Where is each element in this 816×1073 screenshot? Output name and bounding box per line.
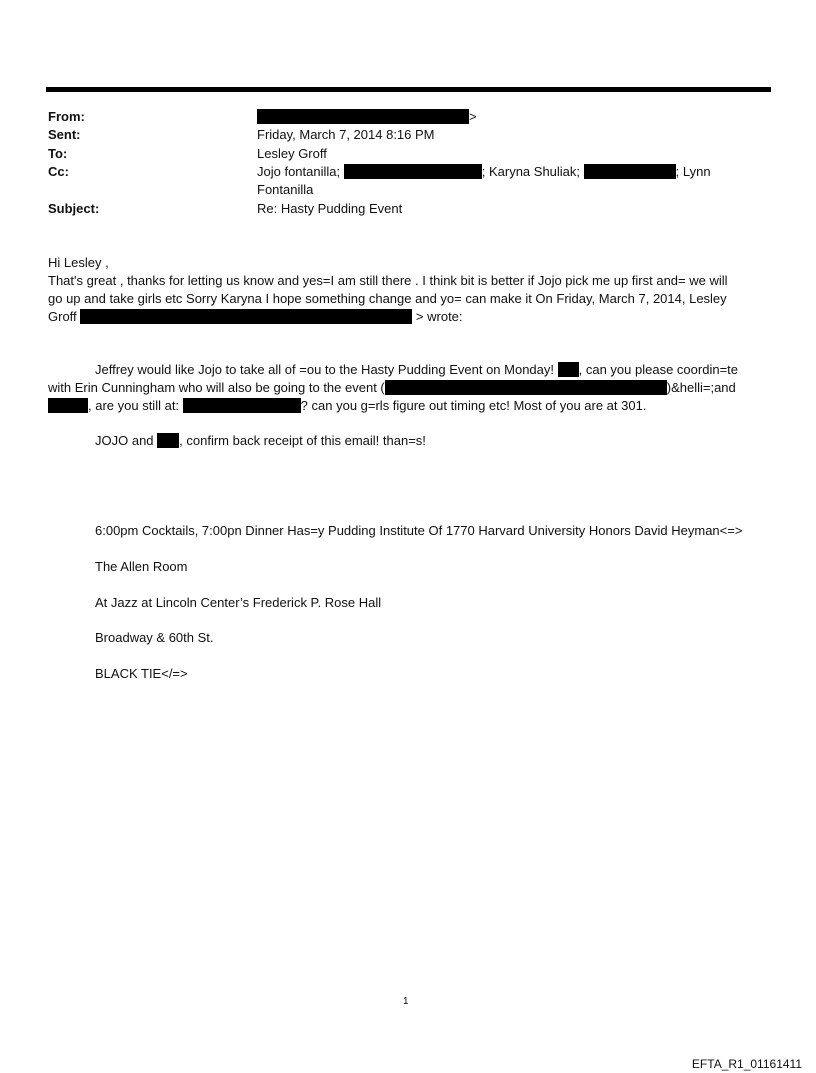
quoted-line-2 [48, 379, 736, 397]
redaction-box [257, 109, 469, 124]
quoted-text: Jeffrey would like Jojo to take all of =ou to the Hasty Pudding Event on Monday! [95, 362, 555, 377]
cc-label: Cc: [48, 164, 69, 179]
reply-line-3 [48, 308, 463, 326]
quoted-line-3 [48, 397, 646, 415]
redaction-box [558, 362, 579, 377]
sent-value: Friday, March 7, 2014 8:16 PM [257, 127, 435, 142]
from-suffix: > [469, 109, 477, 124]
page-number: 1 [403, 996, 409, 1007]
to-value: Lesley Groff [257, 146, 327, 161]
quoted-text: with Erin Cunningham who will also be going to the event ( [48, 380, 385, 395]
quoted-text: ? can you g=rls figure out timing etc! Most of you are at 301. [300, 398, 647, 413]
event-line-5: BLACK TIE</=> [95, 666, 188, 681]
redaction-box [385, 380, 667, 395]
header-rule [46, 87, 771, 92]
cc-part-1: Jojo fontanilla; [257, 164, 341, 179]
quoted-text: , are you still at: [88, 398, 180, 413]
redaction-box [344, 164, 482, 179]
subject-label: Subject: [48, 201, 100, 216]
event-line-3: At Jazz at Lincoln Center’s Frederick P. Rose Hall [95, 595, 382, 610]
to-label: To: [48, 146, 68, 161]
quoted-line-1 [95, 361, 738, 379]
sent-label: Sent: [48, 127, 81, 142]
redaction-box [80, 309, 412, 324]
document-id: EFTA_R1_01161411 [691, 1057, 802, 1071]
quoted-text: , can you please coordin=te [578, 362, 738, 377]
quoted-text: , confirm back receipt of this email! than=s! [179, 433, 426, 448]
redaction-box [48, 398, 88, 413]
from-label: From: [48, 109, 85, 124]
cc-value [257, 163, 711, 181]
cc-value-line2: Fontanilla [257, 182, 314, 197]
reply-greeting: Hi Lesley , [48, 255, 109, 270]
event-line-1: 6:00pm Cocktails, 7:00pn Dinner Has=y Pudding Institute Of 1770 Harvard University Honors David Heyman<=> [95, 523, 743, 538]
reply-line-3b: > wrote: [415, 309, 463, 324]
reply-line-2: go up and take girls etc Sorry Karyna I hope something change and yo= can make it On Friday, March 7, 2014, Lesley [48, 291, 727, 306]
event-line-4: Broadway & 60th St. [95, 630, 214, 645]
from-value [257, 108, 477, 126]
redaction-box [584, 164, 676, 179]
quoted-text: )&helli=;and [666, 380, 736, 395]
subject-value: Re: Hasty Pudding Event [257, 201, 403, 216]
redaction-box [183, 398, 301, 413]
quoted-text: JOJO and [95, 433, 154, 448]
quoted-line-4 [95, 432, 426, 450]
redaction-box [157, 433, 179, 448]
event-line-2: The Allen Room [95, 559, 188, 574]
reply-line-3a: Groff [48, 309, 77, 324]
reply-line-1: That's great , thanks for letting us know and yes=I am still there . I think bit is better if Jojo pick me up first and= we will [48, 273, 728, 288]
cc-part-3: ; Lynn [675, 164, 711, 179]
cc-part-2: ; Karyna Shuliak; [481, 164, 581, 179]
